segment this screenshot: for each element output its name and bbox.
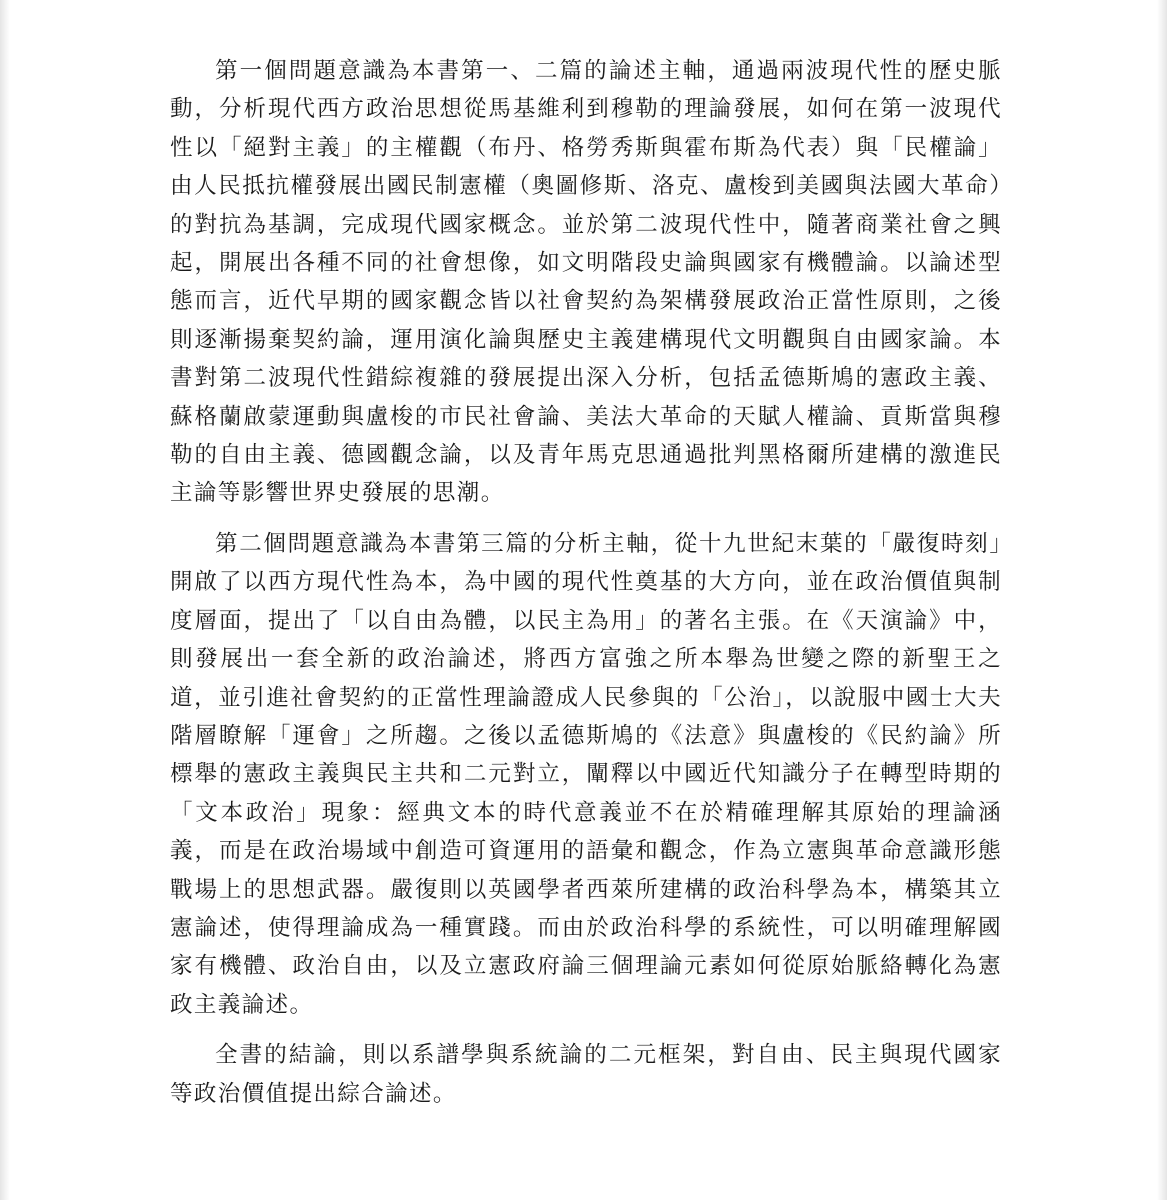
paragraph-first-problem: 第一個問題意識為本書第一、二篇的論述主軸，通過兩波現代性的歷史脈動，分析現代西方政治思想從馬基維利到穆勒的理論發展，如何在第一波現代性以「絕對主義」的主權觀（布丹、格勞秀斯與霍布斯為代表）與「民權論」由人民抵抗權發展出國民制憲權（奧圖修斯、洛克、盧梭到美國與法國大革命）的對抗為基調，完成現代國家概念。並於第二波現代性中，隨著商業社會之興起，開展出各種不同的社會想像，如文明階段史論與國家有機體論。以論述型態而言，近代早期的國家觀念皆以社會契約為架構發展政治正當性原則，之後則逐漸揚棄契約論，運用演化論與歷史主義建構現代文明觀與自由國家論。本書對第二波現代性錯綜複雜的發展提出深入分析，包括孟德斯鳩的憲政主義、蘇格蘭啟蒙運動與盧梭的市民社會論、美法大革命的天賦人權論、貢斯當與穆勒的自由主義、德國觀念論，以及青年馬克思通過批判黑格爾所建構的激進民主論等影響世界史發展的思潮。 — [170, 58, 1002, 507]
paragraph-conclusion: 全書的結論，則以系譜學與系統論的二元框架，對自由、民主與現代國家等政治價值提出綜合論述。 — [170, 1042, 1002, 1107]
page-right-edge-shadow — [1157, 0, 1167, 1200]
document-body — [170, 52, 1002, 1113]
paragraph-second-problem: 第二個問題意識為本書第三篇的分析主軸，從十九世紀末葉的「嚴復時刻」開啟了以西方現代性為本，為中國的現代性奠基的大方向，並在政治價值與制度層面，提出了「以自由為體，以民主為用」的著名主張。在《天演論》中，則發展出一套全新的政治論述，將西方富強之所本舉為世變之際的新聖王之道，並引進社會契約的正當性理論證成人民參與的「公治」，以說服中國士大夫階層瞭解「運會」之所趨。之後以孟德斯鳩的《法意》與盧梭的《民約論》所標舉的憲政主義與民主共和二元對立，闡釋以中國近代知識分子在轉型時期的「文本政治」現象：經典文本的時代意義並不在於精確理解其原始的理論涵義，而是在政治場域中創造可資運用的語彙和觀念，作為立憲與革命意識形態戰場上的思想武器。嚴復則以英國學者西萊所建構的政治科學為本，構築其立憲論述，使得理論成為一種實踐。而由於政治科學的系統性，可以明確理解國家有機體、政治自由，以及立憲政府論三個理論元素如何從原始脈絡轉化為憲政主義論述。 — [170, 530, 1002, 1018]
page-left-edge-shadow — [0, 0, 10, 1200]
